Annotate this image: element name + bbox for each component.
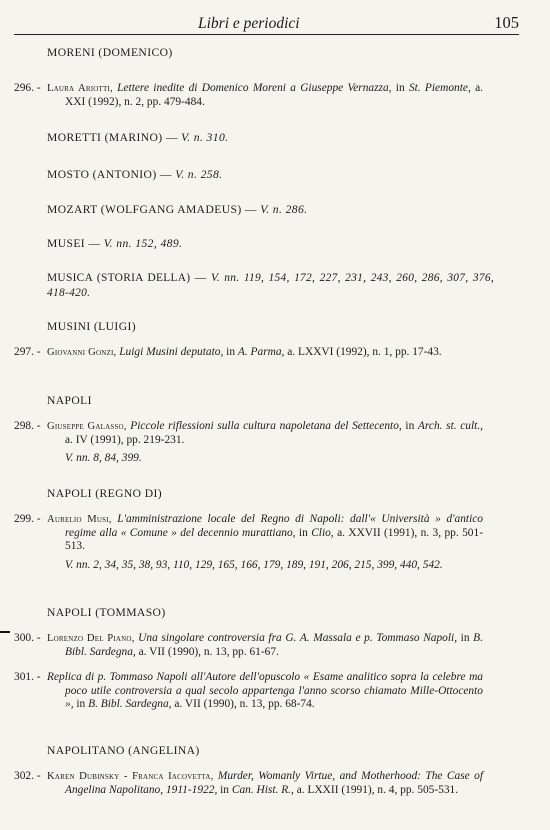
entry-citation: a. XXVII (1991), n. 3, pp. 501-513. <box>65 526 483 552</box>
entry-journal: A. Parma, <box>237 346 285 358</box>
cross-reference: V. n. 310. <box>181 131 229 144</box>
cross-reference: V. nn. 8, 84, 399. <box>65 452 142 464</box>
entry-author: Aurelio Musi, <box>47 514 112 525</box>
heading-napoli-regno: NAPOLI (REGNO DI) <box>47 487 162 500</box>
entry-journal: Can. Hist. R., <box>231 783 294 796</box>
entry-text <box>47 632 483 659</box>
entry-in: in <box>223 346 238 358</box>
heading-moreni: MORENI (DOMENICO) <box>47 46 173 59</box>
entry-in: in <box>391 82 409 94</box>
heading-musini: MUSINI (LUIGI) <box>47 320 136 333</box>
entry-title: Luigi Musini deputato, <box>119 346 224 358</box>
header-rule <box>14 34 519 35</box>
heading-mozart <box>47 203 307 216</box>
entry-citation: a. LXXII (1991), n. 4, pp. 505-531. <box>293 783 459 796</box>
entry-author: Laura Ariotti, <box>47 83 113 94</box>
heading-moretti <box>47 131 228 144</box>
entry-journal: B. Bibl. Sardegna, <box>88 698 172 710</box>
entry-in: in <box>457 632 474 644</box>
cross-reference: V. nn. 119, 154, 172, 227, 231, 243, 260, 286, 307, 376, 418-420. <box>47 272 494 299</box>
heading-text: MOZART (WOLFGANG AMADEUS) — <box>47 203 257 216</box>
entry-title: Lettere inedite di Domenico Moreni a Giuseppe Vernazza, <box>117 82 392 94</box>
entry-in: in <box>295 526 312 539</box>
entry-citation: a. VII (1990), n. 13, pp. 61-67. <box>135 645 279 658</box>
entry-number: 297. - <box>14 346 41 358</box>
entry-text <box>47 513 483 554</box>
entry-journal: Arch. st. cult., <box>417 420 483 432</box>
entry-journal: St. Piemonte, <box>408 82 471 94</box>
entry-299 <box>14 513 483 572</box>
entry-author: Karen Dubinsky - Franca Iacovetta, <box>47 771 214 782</box>
entry-in: in <box>73 698 89 710</box>
entry-citation: a. IV (1991), pp. 219-231. <box>65 433 185 446</box>
heading-napoli-tommaso: NAPOLI (TOMMASO) <box>47 606 166 619</box>
entry-298 <box>14 420 483 466</box>
margin-mark <box>0 631 10 633</box>
entry-title: Murder, Womanly Virtue, and Motherhood: The Case of Angelina Napolitano, 1911-1922, <box>65 770 483 796</box>
entry-title: Una singolare controversia fra G. A. Massala e p. Tommaso Napoli, <box>138 632 458 644</box>
entry-author: Giovanni Gonzi, <box>47 347 117 358</box>
heading-musei <box>47 237 182 250</box>
entry-journal: B. Bibl. Sardegna, <box>65 632 483 658</box>
entry-297 <box>14 346 483 360</box>
entry-in: in <box>401 420 418 432</box>
entry-text <box>47 671 483 712</box>
entry-author: Giuseppe Galasso, <box>47 421 127 432</box>
cross-reference: V. n. 258. <box>175 168 223 181</box>
entry-number: 301. - <box>14 671 41 683</box>
cross-reference: V. n. 286. <box>260 203 308 216</box>
cross-reference: V. nn. 2, 34, 35, 38, 93, 110, 129, 165, 166, 179, 189, 191, 206, 215, 399, 440, 542. <box>65 558 443 571</box>
entry-302 <box>14 770 483 797</box>
heading-text: MUSICA (STORIA DELLA) — <box>47 272 207 284</box>
entry-citation: a. XXI (1992), n. 2, pp. 479-484. <box>65 82 483 108</box>
entry-author: Lorenzo Del Piano, <box>47 633 135 644</box>
heading-text: MOSTO (ANTONIO) — <box>47 168 172 181</box>
entry-300 <box>14 632 483 659</box>
heading-text: MUSEI — <box>47 237 101 250</box>
page-number: 105 <box>494 13 519 32</box>
heading-napolitano: NAPOLITANO (ANGELINA) <box>47 744 200 757</box>
entry-number: 300. - <box>14 632 41 644</box>
entry-title: L'amministrazione locale del Regno di Napoli: dall'« Università » d'antico regime alla « Comune » del decennio murattiano, <box>65 513 483 539</box>
entry-text <box>47 770 483 797</box>
entry-citation: a. VII (1990), n. 13, pp. 68-74. <box>171 698 315 710</box>
heading-musica-text <box>47 271 494 301</box>
running-header <box>14 13 519 35</box>
entry-title: Piccole riflessioni sulla cultura napoletana del Settecento, <box>130 420 402 432</box>
heading-text: MORETTI (MARINO) — <box>47 131 178 144</box>
running-title: Libri e periodici <box>198 15 300 32</box>
entry-text <box>47 420 483 447</box>
entry-text <box>47 346 483 360</box>
heading-musica <box>14 271 494 301</box>
entry-number: 302. - <box>14 770 41 782</box>
entry-text <box>47 82 483 109</box>
heading-mosto <box>47 168 222 181</box>
entry-number: 298. - <box>14 420 41 432</box>
entry-citation: a. LXXVI (1992), n. 1, pp. 17-43. <box>284 346 442 358</box>
entry-number: 299. - <box>14 513 41 525</box>
entry-number: 296. - <box>14 82 41 94</box>
entry-journal: Clio, <box>311 526 334 539</box>
entry-296 <box>14 82 483 109</box>
entry-in: in <box>217 783 232 796</box>
entry-title: Replica di p. Tommaso Napoli all'Autore dell'opuscolo « Esame analitico sopra la celebre ma poco utile controversia a qual secolo appartenga l'anno scorso chiamato Mille-Ottocento », <box>47 671 483 710</box>
heading-napoli: NAPOLI <box>47 394 92 407</box>
entry-301 <box>14 671 483 712</box>
cross-reference: V. nn. 152, 489. <box>103 237 183 250</box>
